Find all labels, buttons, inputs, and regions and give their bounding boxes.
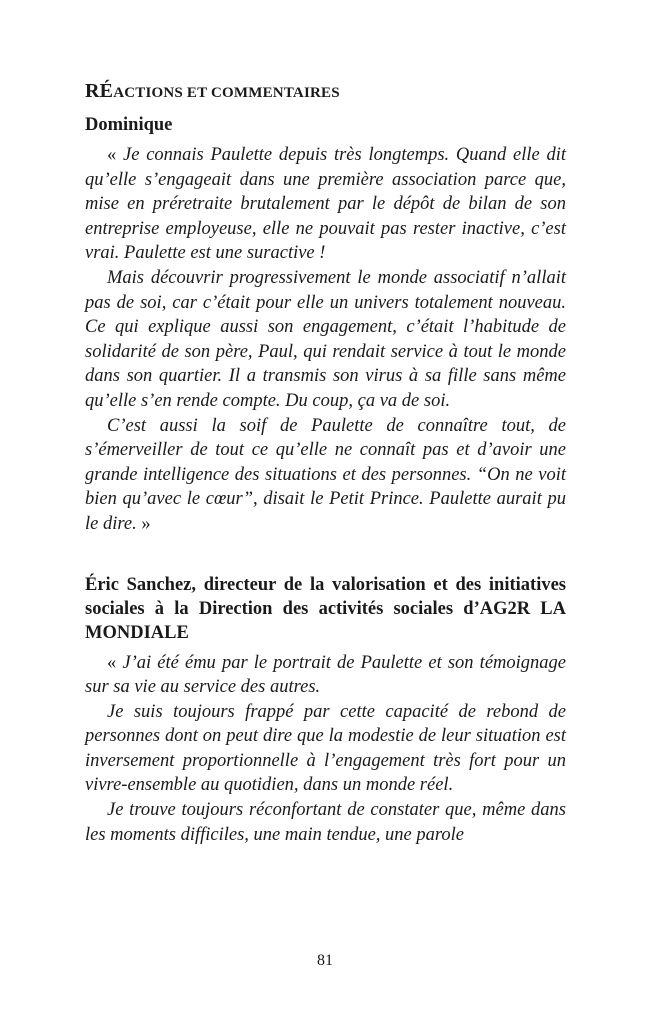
open-quote: « [107,652,123,673]
comment-paragraph [85,414,566,537]
comment-text: J’ai été ému par le portrait de Paulette et son témoignage sur sa vie au service des autres. [85,652,566,698]
section-title-rest: ACTIONS ET COMMENTAIRES [113,85,340,101]
comment-paragraph [85,266,566,414]
page-body [85,77,566,847]
open-quote: « [107,145,124,165]
section-spacer [85,537,566,573]
comment-text: Je trouve toujours réconfortant de constater que, même dans les moments difficiles, une main tendue, une parole [85,800,566,845]
section-title-initial: R [85,80,100,102]
comment-paragraph [85,798,566,847]
close-quote: » [136,513,151,534]
speaker-name: Dominique [85,115,173,135]
comment-paragraph [85,143,566,266]
section-title-accent: É [99,80,114,102]
comment-paragraph [85,651,566,700]
comment-text: Je connais Paulette depuis très longtemps. Quand elle dit qu’elle s’engageait dans une première association parce que, mise en préretraite brutalement par le dépôt de bilan de son entreprise employeuse, elle ne pouvait pas rester inactive, c’est vrai. Paulette est une suractive ! [85,145,567,264]
comment-paragraph [85,700,566,798]
section-title [85,77,566,107]
speaker-name: Éric Sanchez, directeur de la valorisation et des initiatives sociales à la Direction des activités sociales d’AG2R LA MONDIALE [85,574,566,643]
comment-text: Je suis toujours frappé par cette capacité de rebond de personnes dont on peut dire que la modestie de leur situation est inversement proportionnelle à l’engagement très fort pour un vivre-ensemble au quotidien, dans un monde réel. [85,701,566,796]
comment-text: Mais découvrir progressivement le monde associatif n’allait pas de soi, car c’était pour elle un univers totalement nouveau. Ce qui explique aussi son engagement, c’était l’habitude de solidarité de son père, Paul, qui rendait service à tout le monde dans son quartier. Il a transmis son virus à sa fille sans même qu’elle s’en rende compte. Du coup, ça va de soi. [85,267,566,411]
page-number: 81 [317,952,333,969]
comment-text: C’est aussi la soif de Paulette de connaître tout, de s’émerveiller de tout ce qu’elle ne connaît pas et d’avoir une grande intelligence des situations et des personnes. “On ne voit bien qu’avec le cœur”, disait le Petit Prince. Paulette aurait pu le dire. [85,415,566,534]
